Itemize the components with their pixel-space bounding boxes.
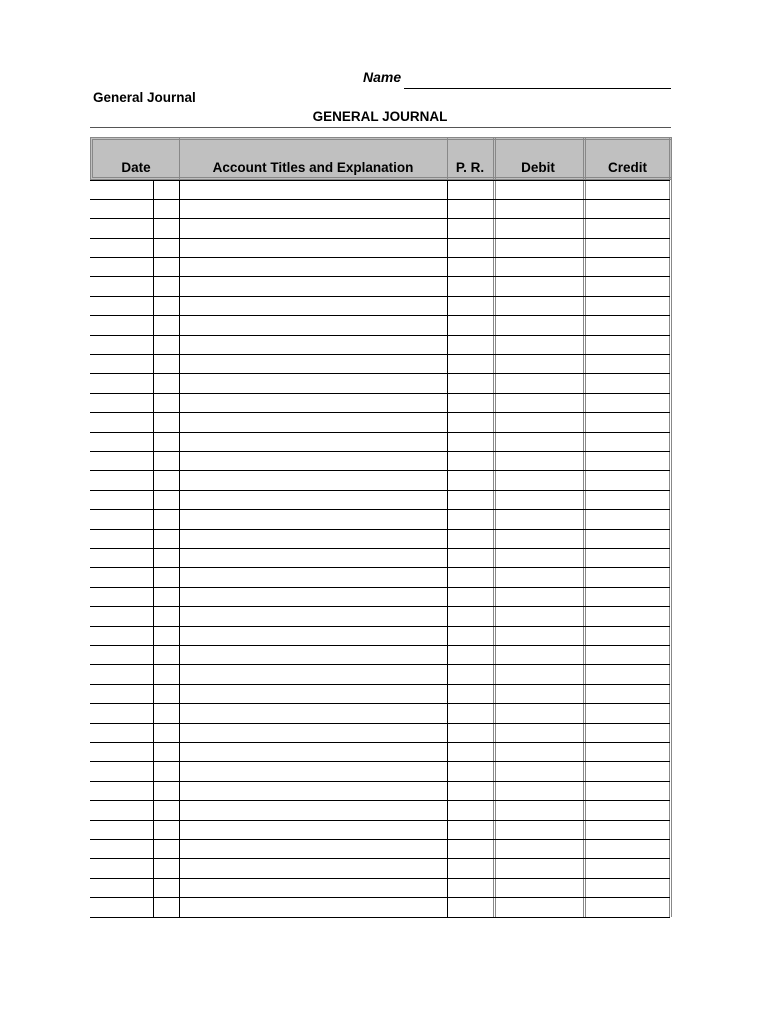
journal-row-line	[90, 490, 670, 491]
header-separator	[447, 137, 448, 180]
journal-row-line	[90, 800, 670, 801]
journal-row-line	[90, 858, 670, 859]
journal-row-line	[90, 335, 670, 336]
journal-row-line	[90, 180, 670, 181]
journal-row-line	[90, 878, 670, 879]
journal-row-line	[90, 354, 670, 355]
journal-row-line	[90, 606, 670, 607]
name-field-line[interactable]	[404, 88, 671, 89]
journal-row-line	[90, 664, 670, 665]
journal-table	[90, 137, 672, 917]
journal-row-line	[90, 470, 670, 471]
journal-row-line	[90, 451, 670, 452]
page-title: GENERAL JOURNAL	[312, 109, 448, 124]
journal-row-line	[90, 645, 670, 646]
form-subtitle: General Journal	[93, 90, 196, 105]
column-header-debit: Debit	[493, 137, 583, 180]
journal-row-line	[90, 412, 670, 413]
journal-row-line	[90, 393, 670, 394]
column-header-date: Date	[90, 137, 179, 180]
journal-row-line	[90, 199, 670, 200]
journal-row-line	[90, 820, 670, 821]
title-rule	[90, 127, 671, 128]
journal-row-line	[90, 315, 670, 316]
journal-row-line	[90, 257, 670, 258]
journal-row-line	[90, 839, 670, 840]
journal-row-line	[90, 626, 670, 627]
journal-row-line	[90, 218, 670, 219]
journal-row-line	[90, 373, 670, 374]
journal-row-line	[90, 742, 670, 743]
journal-row-line	[90, 587, 670, 588]
header-separator	[583, 137, 586, 180]
journal-row-line	[90, 897, 670, 898]
column-header-credit: Credit	[583, 137, 672, 180]
header-separator	[493, 137, 496, 180]
journal-row-line	[90, 548, 670, 549]
journal-row-line	[90, 567, 670, 568]
journal-row-line	[90, 684, 670, 685]
header-separator	[179, 137, 180, 180]
journal-row-line	[90, 432, 670, 433]
column-header-account-titles: Account Titles and Explanation	[179, 137, 447, 180]
journal-row-line	[90, 529, 670, 530]
journal-row-line	[90, 761, 670, 762]
journal-row-line	[90, 703, 670, 704]
journal-row-line	[90, 781, 670, 782]
journal-row-line	[90, 917, 670, 918]
column-header-pr: P. R.	[447, 137, 493, 180]
journal-row-line	[90, 238, 670, 239]
name-label: Name	[363, 69, 402, 85]
journal-row-line	[90, 296, 670, 297]
journal-row-line	[90, 723, 670, 724]
journal-row-line	[90, 509, 670, 510]
journal-row-line	[90, 276, 670, 277]
